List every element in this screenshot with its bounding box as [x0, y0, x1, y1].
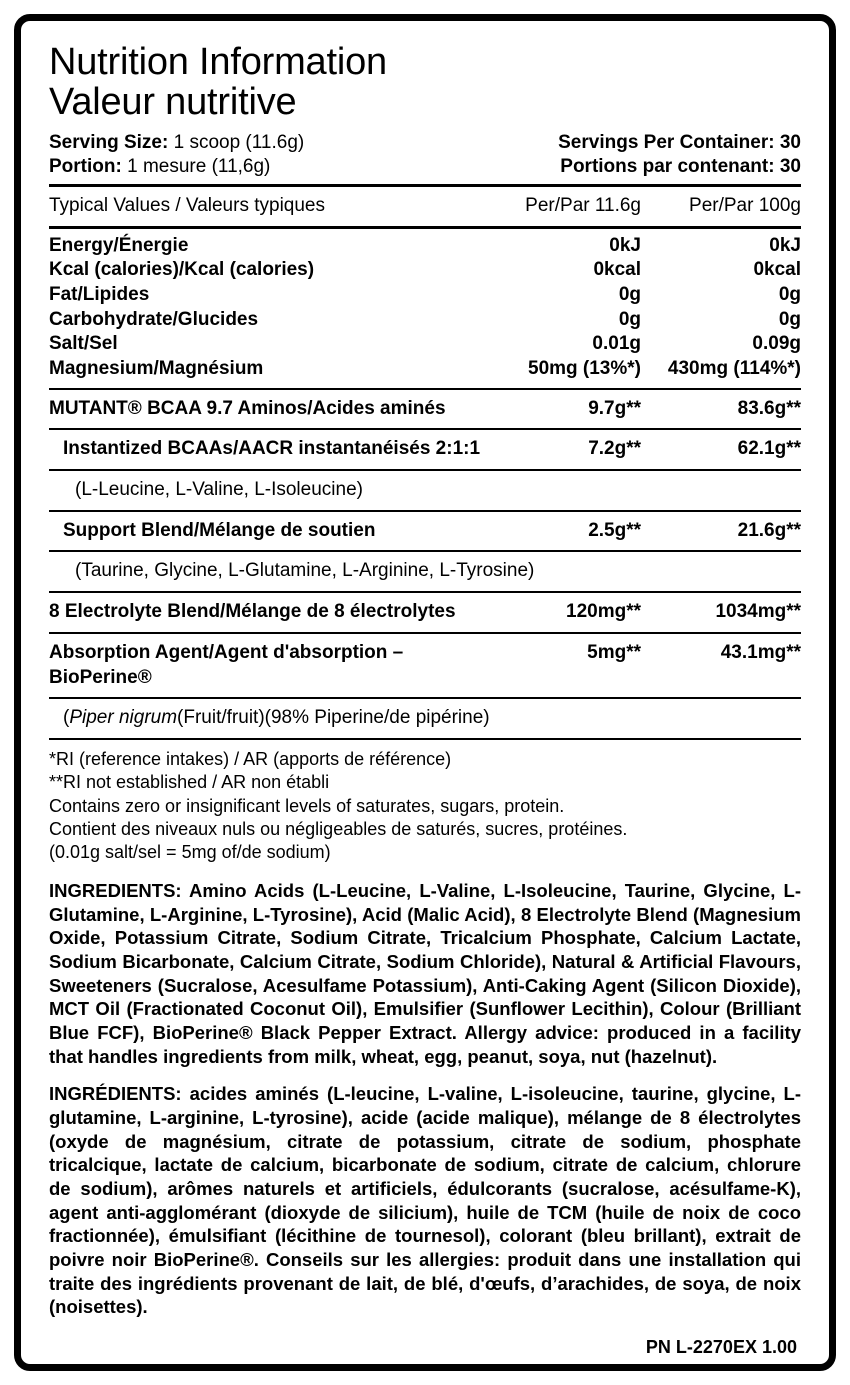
nutrient-name: Energy/Énergie [49, 234, 189, 256]
divider-bcaa [49, 382, 801, 390]
electrolyte-blend-100g: 1034mg** [715, 601, 801, 623]
table-row [49, 357, 801, 382]
absorption-agent-100g: 43.1mg** [720, 641, 801, 663]
part-number: PN L-2270EX 1.00 [645, 1336, 797, 1357]
nutrient-value-100g: 0kJ [769, 234, 801, 256]
table-row-support-blend [49, 512, 801, 551]
absorption-agent-name: Absorption Agent/Agent d'absorption – BioPerine® [49, 641, 404, 688]
table-row-electrolyte-blend [49, 593, 801, 632]
support-blend-100g: 21.6g** [737, 519, 801, 541]
nutrient-value-serving: 0.01g [592, 333, 641, 355]
ingredients-french-text: acides aminés (L-leucine, L-valine, L-isoleucine, taurine, glycine, L-glutamine, L-arginine, L-tyrosine), acide (acide malique), mélange de 8 électrolytes (oxyde de magnésium, citrate de potassium, citrate de sodium, phosphate tricalcique, lactate de calcium, bicarbonate de sodium, citrate de calcium, chlorure de sodium), arômes naturels et artificiels, édulcorants (sucralose, acésulfame-K), agent anti-agglomérant (dioxyde de silicium), huile de TCM (huile de noix de coco fractionnée), émulsifiant (lécithine de tournesol), colorant (bleu brillant), extrait de poivre noir BioPerine®. Conseils sur les allergies: produit dans une installation qui traite des ingrédients provenant de lait, de blé, d'œufs, d’arachides, de soya, de noix (noisettes). [49, 1083, 801, 1318]
ingredients-french [49, 1082, 801, 1319]
instantized-detail-text: (L-Leucine, L-Valine, L-Isoleucine) [75, 479, 363, 501]
nutrient-value-serving: 0kcal [593, 259, 641, 281]
serving-info [49, 131, 801, 179]
nutrient-name: Carbohydrate/Glucides [49, 308, 259, 330]
servings-per-container-label: Servings Per Container: [558, 132, 775, 153]
table-row [49, 332, 801, 357]
footnote-line: *RI (reference intakes) / AR (apports de référence) [49, 748, 452, 769]
bcaa-blend-name: MUTANT® BCAA 9.7 Aminos/Acides aminés [49, 397, 446, 419]
nutrition-table [49, 187, 801, 740]
support-blend-serving: 2.5g** [588, 519, 641, 541]
label-title [49, 43, 801, 121]
support-blend-name: Support Blend/Mélange de soutien [63, 519, 376, 541]
nutrient-value-serving: 50mg (13%*) [528, 358, 641, 379]
header-typical-values: Typical Values / Valeurs typiques [49, 194, 325, 216]
footnote-line: (0.01g salt/sel = 5mg of/de sodium) [49, 842, 331, 863]
table-row-bcaa-blend [49, 390, 801, 429]
table-row-absorption-detail [49, 699, 801, 738]
nutrient-value-serving: 0g [618, 308, 641, 330]
title-english: Nutrition Information [49, 41, 387, 83]
footnote-line: **RI not established / AR non établi [49, 772, 330, 793]
instantized-name: Instantized BCAAs/AACR instantanéisés 2:1:1 [63, 438, 481, 460]
nutrient-name: Kcal (calories)/Kcal (calories) [49, 259, 315, 281]
nutrition-label-panel [14, 14, 836, 1371]
header-per-serving: Per/Par 11.6g [525, 194, 641, 216]
nutrient-name: Magnesium/Magnésium [49, 358, 264, 379]
table-row-support-detail [49, 552, 801, 591]
electrolyte-blend-name: 8 Electrolyte Blend/Mélange de 8 électrolytes [49, 601, 456, 623]
electrolyte-blend-serving: 120mg** [566, 601, 641, 623]
table-row [49, 258, 801, 283]
ingredients-french-label: INGRÉDIENTS: [49, 1083, 182, 1105]
nutrient-value-100g: 0g [778, 308, 801, 330]
portion-label: Portion: [49, 155, 122, 177]
bcaa-blend-serving: 9.7g** [588, 397, 641, 419]
nutrient-value-100g: 430mg (114%*) [667, 358, 801, 379]
absorption-detail-italic: Piper nigrum [69, 707, 178, 729]
servings-per-container-value: 30 [779, 132, 801, 153]
nutrient-value-serving: 0g [618, 283, 641, 305]
nutrient-value-100g: 0.09g [752, 333, 801, 355]
footnote-line: Contient des niveaux nuls ou négligeables de saturés, sucres, protéines. [49, 819, 628, 840]
table-header-row [49, 187, 801, 226]
serving-row-english [49, 131, 801, 155]
bcaa-blend-100g: 83.6g** [737, 397, 801, 419]
header-per-100g: Per/Par 100g [689, 194, 801, 216]
footnote-line: Contains zero or insignificant levels of saturates, sugars, protein. [49, 795, 565, 816]
support-detail-text: (Taurine, Glycine, L-Glutamine, L-Arginine, L-Tyrosine) [75, 560, 535, 582]
table-row [49, 308, 801, 333]
footnotes [49, 740, 801, 865]
ingredients-english [49, 879, 801, 1068]
instantized-serving: 7.2g** [588, 438, 641, 460]
ingredients-english-text: Amino Acids (L-Leucine, L-Valine, L-Isoleucine, Taurine, Glycine, L-Glutamine, L-Arginine, L-Tyrosine), Acid (Malic Acid), 8 Electrolyte Blend (Magnesium Oxide, Potassium Citrate, Sodium Citrate, Tricalcium Phosphate, Calcium Lactate, Sodium Bicarbonate, Calcium Citrate, Sodium Chloride), Natural & Artificial Flavours, Sweeteners (Sucralose, Acesulfame Potassium), Anti-Caking Agent (Silicon Dioxide), MCT Oil (Fractionated Coconut Oil), Emulsifier (Sunflower Lecithin), Colour (Brilliant Blue FCF), BioPerine® Black Pepper Extract. Allergy advice: produced in a facility that handles ingredients from milk, wheat, egg, peanut, soya, nut (hazelnut). [49, 879, 801, 1067]
portions-par-contenant-value: 30 [779, 155, 801, 177]
absorption-detail-row: (Piper nigrum(Fruit/fruit)(98% Piperine/de pipérine) [63, 707, 490, 729]
nutrient-value-100g: 0kcal [753, 259, 801, 281]
table-row-absorption-agent [49, 634, 801, 697]
nutrient-name: Salt/Sel [49, 333, 118, 355]
table-row [49, 283, 801, 308]
serving-size-label: Serving Size: [49, 132, 169, 153]
instantized-100g: 62.1g** [737, 438, 801, 460]
ingredients-english-label: INGREDIENTS: [49, 879, 182, 901]
serving-row-french [49, 155, 801, 179]
nutrient-value-100g: 0g [778, 283, 801, 305]
absorption-detail-text: (Fruit/fruit)(98% Piperine/de pipérine) [177, 707, 490, 729]
absorption-agent-serving: 5mg** [587, 641, 641, 663]
nutrient-value-serving: 0kJ [609, 234, 641, 256]
title-french: Valeur nutritive [49, 81, 297, 123]
table-row-instantized [49, 430, 801, 469]
portion-value: 1 mesure (11,6g) [127, 155, 271, 177]
table-row [49, 229, 801, 259]
nutrient-name: Fat/Lipides [49, 283, 150, 305]
table-row-instantized-detail [49, 471, 801, 510]
serving-size-value: 1 scoop (11.6g) [173, 132, 305, 153]
portions-par-contenant-label: Portions par contenant: [560, 155, 775, 177]
